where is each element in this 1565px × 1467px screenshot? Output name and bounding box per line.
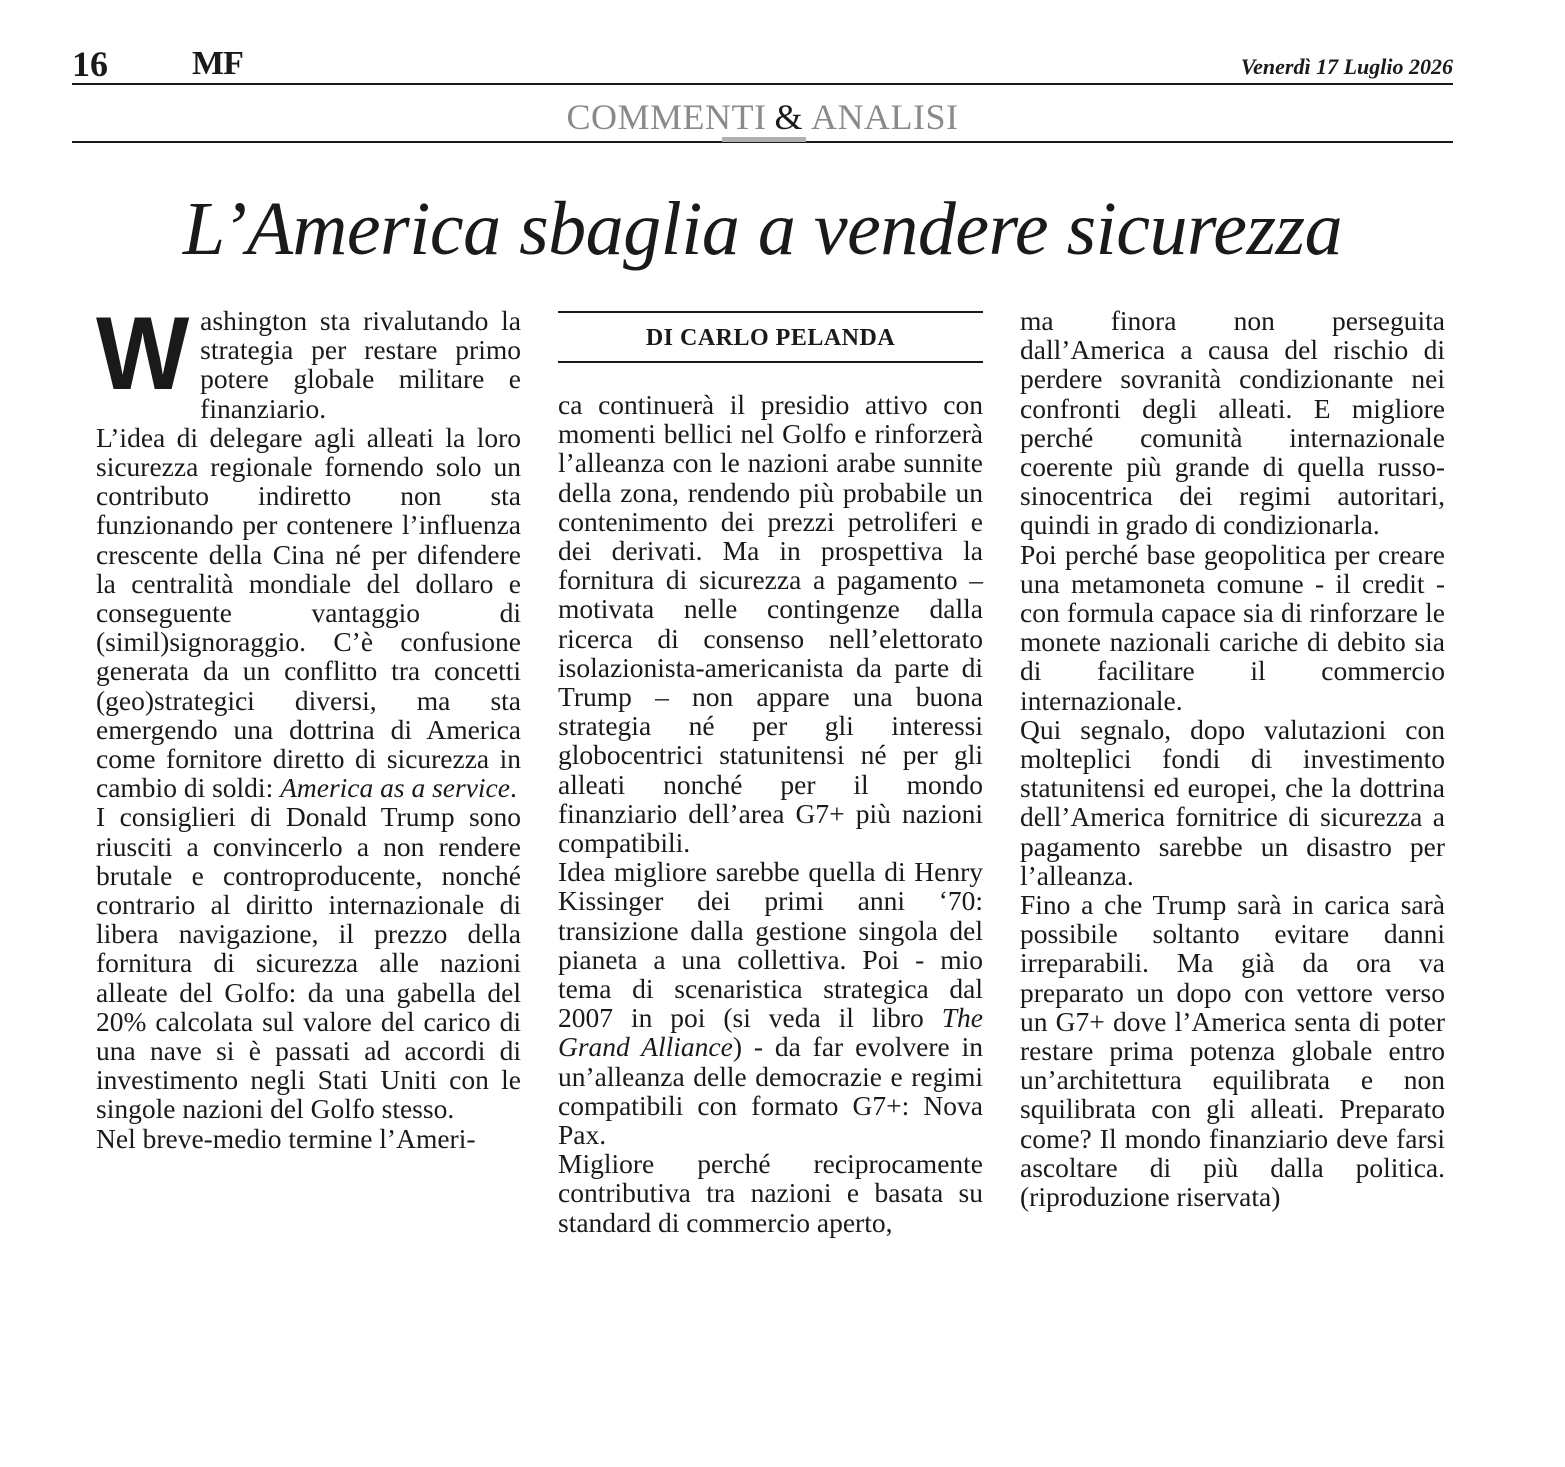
paragraph: I consiglieri di Donald Trump sono riusciti a convincerlo a non rendere brutale e controproducente, nonché contrario al diritto internazionale di libera navigazione, il prezzo della fornitura di sicurezza alle nazioni alleate del Golfo: da una gabella del 20% calcolata sul valore del carico di una nave si è passati ad accordi di investimento negli Stati Uniti con le singole nazioni del Golfo stesso. (96, 801, 521, 1125)
masthead-logo: MF (192, 45, 243, 82)
section-title-left: COMMENTI (566, 97, 767, 137)
paragraph: Fino a che Trump sarà in carica sarà possibile soltanto evitare danni irreparabili. Ma già da ora va preparato un dopo con vettore verso un G7+ dove l’America senta di poter restare prima potenza globale entro un’architettura equilibrata e non squilibrata con gli alleati. Preparato come? Il mondo finanziario deve farsi ascoltare di più dalla politica. (riproduzione riservata) (1020, 889, 1445, 1213)
paragraph-text: ) - da far evolvere in un’alleanza delle democrazie e regimi compatibili con formato G7+: Nova Pax. (558, 1031, 983, 1151)
paragraph-text: . (509, 772, 517, 804)
section-rule-accent (722, 137, 806, 142)
section-title (0, 94, 1525, 140)
paragraph (96, 296, 521, 424)
book-title: The Grand Alliance (558, 1002, 983, 1063)
section-title-right: ANALISI (811, 97, 959, 137)
paragraph: Nel breve-medio termine l’Ameri- (96, 1122, 476, 1154)
paragraph-text: L’idea di delegare agli alleati la loro sicurezza regionale fornendo solo un contributo indiretto non sta funzionando per contenere l’influenza crescente della Cina né per difendere la centralità mondiale del dollaro e conseguente vantaggio di (simil)signoraggio. C’è confusione generata da un conflitto tra concetti (geo)strategici diversi, ma sta emergendo una dottrina di America come fornitore diretto di sicurezza in cambio di soldi: (96, 421, 521, 804)
article-column-1 (96, 296, 521, 1154)
paragraph-text: ashington sta rivalutando la strategia per restare primo potere globale militare e finanziario. (200, 305, 521, 424)
drop-cap: W (96, 296, 186, 412)
header-rule (72, 83, 1453, 85)
italic-phrase: America as a service (280, 772, 510, 804)
paragraph: ca continuerà il presidio attivo con momenti bellici nel Golfo e rinforzerà l’alleanza con le nazioni arabe sunnite della zona, rendendo più probabile un contenimento dei prezzi petroliferi e dei derivati. Ma in prospettiva la fornitura di sicurezza a pagamento – motivata nelle contingenze dalla ricerca di consenso nell’elettorato isolazionista-americanista da parte di Trump – non appare una buona strategia né per gli interessi globocentrici statunitensi né per gli alleati nonché per il mondo finanziario dell’area G7+ più nazioni compatibili. (558, 389, 983, 859)
section-ampersand: & (774, 97, 804, 137)
article-column-2 (558, 390, 983, 1237)
paragraph: Poi perché base geopolitica per creare una metamoneta comune - il credit - con formula capace sia di rinforzare le monete nazionali cariche di debito sia di facilitare il commercio internazionale. (1020, 538, 1445, 716)
article-column-3 (1020, 306, 1445, 1211)
byline-box (558, 311, 983, 363)
issue-date: Venerdì 17 Luglio 2026 (1240, 54, 1453, 79)
paragraph: ma finora non perseguita dall’America a causa del rischio di perdere sovranità condizionante nei confronti degli alleati. E migliore perché comunità internazionale coerente più grande di quella russo-sinocentrica dei regimi autoritari, quindi in grado di condizionarla. (1020, 305, 1445, 541)
byline: DI CARLO PELANDA (645, 325, 896, 351)
paragraph: Qui segnalo, dopo valutazioni con molteplici fondi di investimento statunitensi ed europei, che la dottrina dell’America fornitrice di sicurezza a pagamento sarebbe un disastro per l’alleanza. (1020, 713, 1445, 891)
page-number: 16 (72, 44, 108, 84)
paragraph (96, 423, 521, 803)
paragraph: Migliore perché reciprocamente contributiva tra nazioni e basata su standard di commercio aperto, (558, 1148, 983, 1238)
paragraph-text: Idea migliore sarebbe quella di Henry Kissinger dei primi anni ‘70: transizione dalla gestione singola del pianeta a una collettiva. Poi - mio tema di scenaristica strategica dal 2007 in poi (si veda il libro (558, 856, 983, 1034)
paragraph (558, 857, 983, 1149)
article-headline: L’America sbaglia a vendere sicurezza (182, 187, 1343, 271)
